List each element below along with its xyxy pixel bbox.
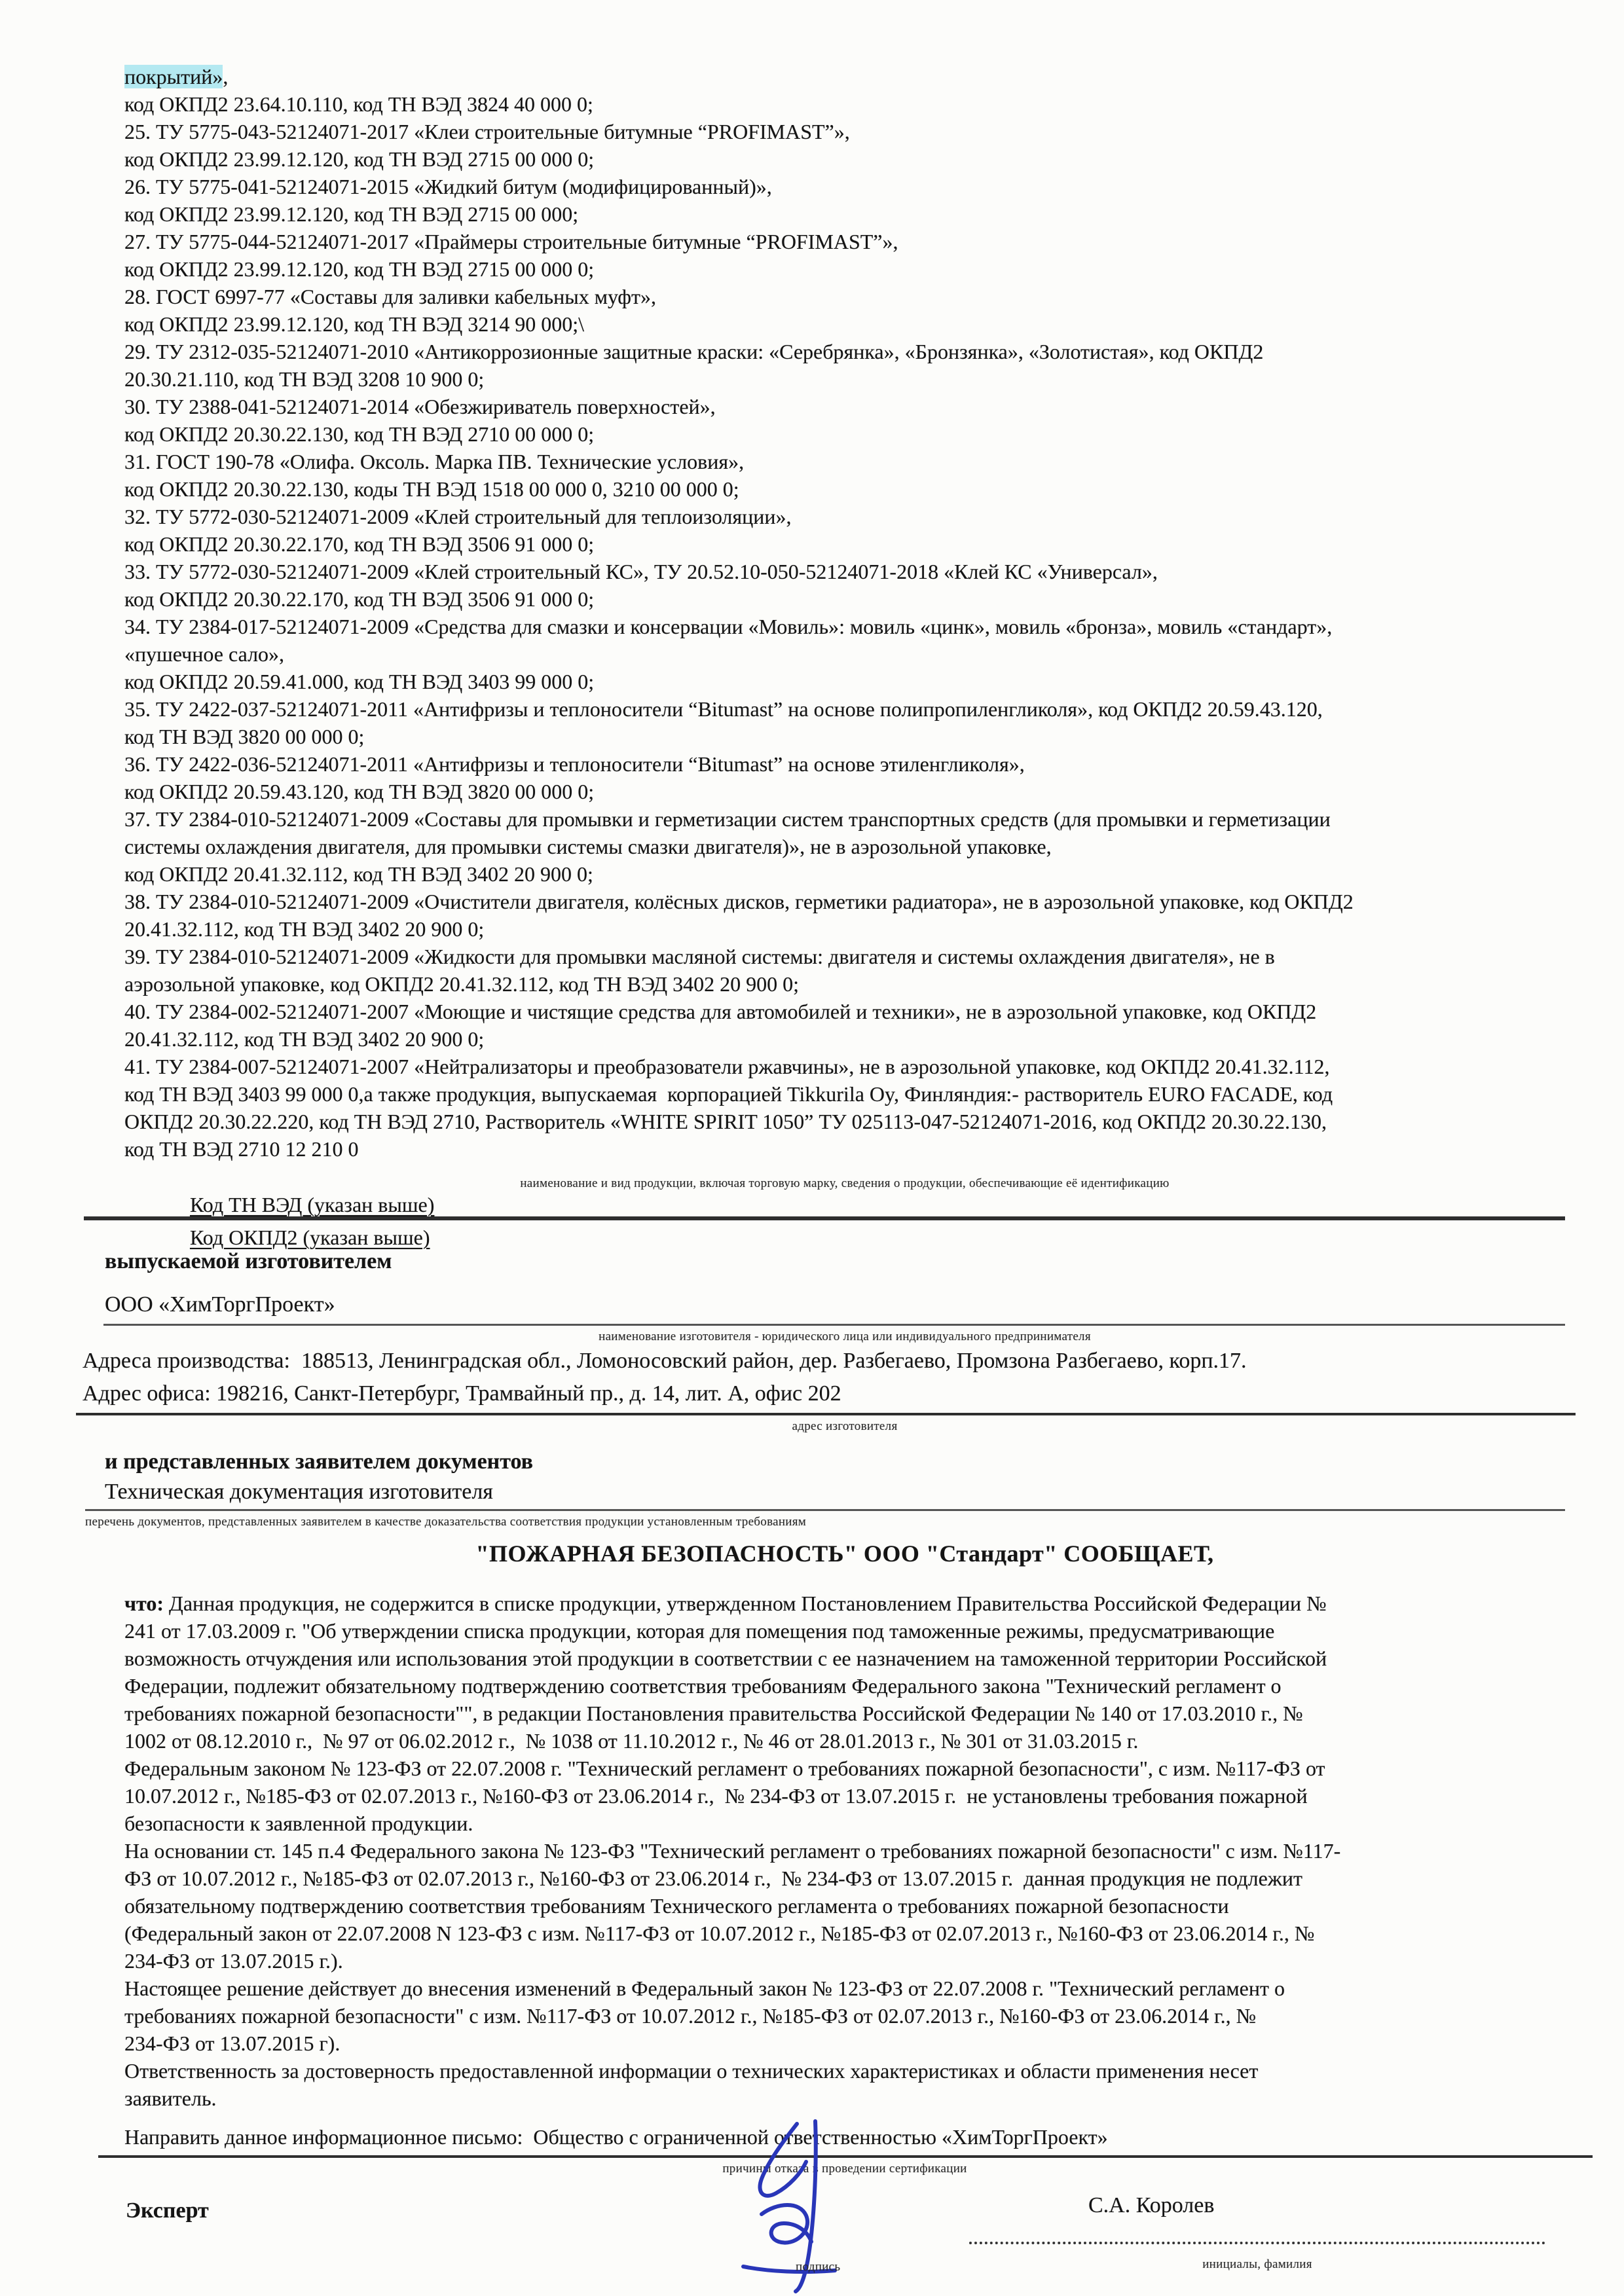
body-line: На основании ст. 145 п.4 Федерального закона № 123-ФЗ "Технический регламент о требованиях пожарной безопасности" с изм. №117- (124, 1839, 1341, 1863)
address-office: Адрес офиса: 198216, Санкт-Петербург, Трамвайный пр., д. 14, лит. А, офис 202 (83, 1381, 841, 1406)
docs-label: и представленных заявителем документов (105, 1449, 534, 1474)
body-line: Ответственность за достоверность предоставленной информации о технических характеристиках и области применения несет (124, 2059, 1259, 2083)
product-line: 28. ГОСТ 6997-77 «Составы для заливки кабельных муфт», (124, 285, 656, 308)
divider-address (76, 1413, 1576, 1415)
product-line: 25. ТУ 5775-043-52124071-2017 «Клеи строительные битумные “PROFIMAST”», (124, 120, 850, 143)
product-line: 30. ТУ 2388-041-52124071-2014 «Обезжириватель поверхностей», (124, 395, 716, 418)
caption-docs: перечень документов, представленных заявителем в качестве доказательства соответствия продукции установленным требованиям (85, 1515, 807, 1529)
field-okpd2: Код ОКПД2 (указан выше) (190, 1226, 430, 1249)
product-line: код ОКПД2 23.64.10.110, код ТН ВЭД 3824 40 000 0; (124, 92, 593, 116)
product-line: системы охлаждения двигателя, для промывки системы смазки двигателя)», не в аэрозольной упаковке, (124, 835, 1052, 858)
body-line: 234-ФЗ от 13.07.2015 г). (124, 2032, 341, 2055)
statement-heading: "ПОЖАРНАЯ БЕЗОПАСНОСТЬ" ООО "Стандарт" СООБЩАЕТ, (475, 1540, 1214, 1567)
product-line: «пушечное сало», (124, 642, 285, 666)
product-line: код ОКПД2 23.99.12.120, код ТН ВЭД 2715 00 000; (124, 202, 579, 226)
body-line: обязательному подтверждению соответствия требованиям Технического регламента о требованиях пожарной безопасности (124, 1894, 1229, 1918)
send-letter-line: Направить данное информационное письмо: Общество с ограниченной ответственностью «ХимТоргПроект» (124, 2125, 1108, 2149)
product-line: 34. ТУ 2384-017-52124071-2009 «Средства для смазки и консервации «Мовиль»: мовиль «цинк», мовиль «бронза», мовиль «стандарт», (124, 615, 1333, 638)
product-line: код ОКПД2 20.30.22.170, код ТН ВЭД 3506 91 000 0; (124, 532, 595, 556)
caption-manufacturer: наименование изготовителя - юридического лица или индивидуального предпринимателя (599, 1330, 1091, 1343)
product-line: 20.41.32.112, код ТН ВЭД 3402 20 900 0; (124, 917, 485, 941)
product-line: аэрозольной упаковке, код ОКПД2 20.41.32.112, код ТН ВЭД 3402 20 900 0; (124, 972, 800, 996)
address-production: Адреса производства: 188513, Ленинградская обл., Ломоносовский район, дер. Разбегаево, Промзона Разбегаево, корп.17. (83, 1349, 1247, 1373)
caption-address: адрес изготовителя (792, 1419, 898, 1433)
product-line-first (124, 63, 1354, 90)
highlighted-word: покрытий» (124, 65, 223, 88)
product-line: код ОКПД2 23.99.12.120, код ТН ВЭД 2715 00 000 0; (124, 257, 595, 281)
caption-reason: причины отказа в проведении сертификации (722, 2162, 967, 2176)
body-line: безопасности к заявленной продукции. (124, 1812, 473, 1835)
product-line: 41. ТУ 2384-007-52124071-2007 «Нейтрализаторы и преобразователи ржавчины», не в аэрозольной упаковке, код ОКПД2 20.41.32.112, (124, 1055, 1330, 1078)
divider-manufacturer (103, 1324, 1565, 1326)
product-line: 37. ТУ 2384-010-52124071-2009 «Составы для промывки и герметизации систем транспортных средств (для промывки и герметизации (124, 807, 1331, 831)
product-line: 32. ТУ 5772-030-52124071-2009 «Клей строительный для теплоизоляции», (124, 505, 792, 528)
product-line: код ТН ВЭД 2710 12 210 0 (124, 1137, 359, 1161)
product-line: 20.30.21.110, код ТН ВЭД 3208 10 900 0; (124, 367, 485, 391)
product-line: 38. ТУ 2384-010-52124071-2009 «Очистители двигателя, колёсных дисков, герметики радиатора», не в аэрозольной упаковке, код ОКПД2 (124, 890, 1354, 913)
caption-signature: подпись (796, 2260, 841, 2274)
product-line: 31. ГОСТ 190-78 «Олифа. Оксоль. Марка ПВ. Технические условия», (124, 450, 745, 473)
product-line: код ОКПД2 23.99.12.120, код ТН ВЭД 2715 00 000 0; (124, 147, 595, 171)
body-line: ФЗ от 10.07.2012 г., №185-ФЗ от 02.07.2013 г., №160-ФЗ от 23.06.2014 г., № 234-ФЗ от 13.07.2015 г. данная продукция не подлежит (124, 1867, 1302, 1890)
product-line: 33. ТУ 5772-030-52124071-2009 «Клей строительный КС», ТУ 20.52.10-050-52124071-2018 «Клей КС «Универсал», (124, 560, 1158, 583)
product-line: код ОКПД2 20.59.43.120, код ТН ВЭД 3820 00 000 0; (124, 780, 595, 803)
product-line: код ТН ВЭД 3820 00 000 0; (124, 725, 365, 748)
product-line: 27. ТУ 5775-044-52124071-2017 «Праймеры строительные битумные “PROFIMAST”», (124, 230, 898, 253)
manufacturer-name: ООО «ХимТоргПроект» (105, 1292, 335, 1317)
expert-name: С.А. Королев (1088, 2193, 1215, 2217)
body-first-rest: Данная продукция, не содержится в списке продукции, утвержденном Постановлением Правительства Российской Федерации № (164, 1592, 1327, 1615)
body-line: заявитель. (124, 2086, 217, 2110)
body-line: Федеральным законом № 123-ФЗ от 22.07.2008 г. "Технический регламент о требованиях пожарной безопасности", с изм. №117-ФЗ от (124, 1757, 1325, 1780)
divider-docs (85, 1509, 1565, 1511)
field-tnved: Код ТН ВЭД (указан выше) (190, 1193, 435, 1216)
product-line-first-tail: , (223, 65, 229, 88)
body-line: (Федеральный закон от 22.07.2008 N 123-ФЗ с изм. №117-ФЗ от 10.07.2012 г., №185-ФЗ от 02.07.2013 г., №160-ФЗ от 23.06.2014 г., № (124, 1922, 1315, 1945)
product-line: код ОКПД2 20.30.22.130, код ТН ВЭД 2710 00 000 0; (124, 422, 595, 446)
body-line: 10.07.2012 г., №185-ФЗ от 02.07.2013 г., №160-ФЗ от 23.06.2014 г., № 234-ФЗ от 13.07.2015 г. не установлены требования пожарной (124, 1784, 1308, 1808)
body-lines (124, 1617, 1340, 2112)
docs-value: Техническая документация изготовителя (105, 1480, 493, 1504)
product-line: код ОКПД2 20.30.22.170, код ТН ВЭД 3506 91 000 0; (124, 587, 595, 611)
product-line: ОКПД2 20.30.22.220, код ТН ВЭД 2710, Растворитель «WHITE SPIRIT 1050” ТУ 025113-047-52124071-2016, код ОКПД2 20.30.22.130, (124, 1110, 1327, 1133)
body-intro-bold: что: (124, 1592, 164, 1615)
body-line: Настоящее решение действует до внесения изменений в Федеральный закон № 123-ФЗ от 22.07.2008 г. "Технический регламент о (124, 1977, 1285, 2000)
body-line: возможность отчуждения или использования этой продукции в соответствии с ее назначением на таможенной территории Российской (124, 1647, 1327, 1670)
issued-by-label: выпускаемой изготовителем (105, 1249, 392, 1273)
body-line: требованиях пожарной безопасности" с изм. №117-ФЗ от 10.07.2012 г., №185-ФЗ от 02.07.2013 г., №160-ФЗ от 23.06.2014 г., № (124, 2004, 1257, 2028)
product-line: 39. ТУ 2384-010-52124071-2009 «Жидкости для промывки масляной системы: двигателя и системы охлаждения двигателя», не в (124, 945, 1275, 968)
product-lines (124, 90, 1354, 1163)
product-line: код ТН ВЭД 3403 99 000 0,а также продукция, выпускаемая корпорацией Tikkurila Oy, Финляндия:- растворитель EURO FACADE, код (124, 1082, 1333, 1106)
product-line: 20.41.32.112, код ТН ВЭД 3402 20 900 0; (124, 1027, 485, 1051)
body-line: 1002 от 08.12.2010 г., № 97 от 06.02.2012 г., № 1038 от 11.10.2012 г., № 46 от 28.01.2013 г., № 301 от 31.03.2015 г. (124, 1729, 1139, 1753)
body-line: Федерации, подлежит обязательному подтверждению соответствия требованиям Федерального закона "Технический регламент о (124, 1674, 1282, 1698)
divider-thick (84, 1216, 1565, 1220)
caption-product-field: наименование и вид продукции, включая торговую марку, сведения о продукции, обеспечивающие её идентификацию (520, 1176, 1170, 1190)
body-line: 241 от 17.03.2009 г. "Об утверждении списка продукции, которая для помещения под таможенные режимы, предусматривающие (124, 1619, 1275, 1643)
caption-name: инициалы, фамилия (1202, 2257, 1312, 2271)
product-line: код ОКПД2 20.30.22.130, коды ТН ВЭД 1518 00 000 0, 3210 00 000 0; (124, 477, 739, 501)
product-line: код ОКПД2 20.59.41.000, код ТН ВЭД 3403 99 000 0; (124, 670, 595, 693)
product-line: 26. ТУ 5775-041-52124071-2015 «Жидкий битум (модифицированный)», (124, 175, 772, 198)
product-line: 40. ТУ 2384-002-52124071-2007 «Моющие и чистящие средства для автомобилей и техники», не в аэрозольной упаковке, код ОКПД2 (124, 1000, 1317, 1023)
product-line: код ОКПД2 20.41.32.112, код ТН ВЭД 3402 20 900 0; (124, 862, 593, 886)
expert-label: Эксперт (126, 2198, 209, 2223)
product-line: 36. ТУ 2422-036-52124071-2011 «Антифризы и теплоносители “Bitumast” на основе этиленгликоля», (124, 752, 1025, 776)
product-list (124, 63, 1354, 1163)
body-line: требованиях пожарной безопасности"", в редакции Постановления правительства Российской Федерации № 140 от 17.03.2010 г., № (124, 1702, 1303, 1725)
statement-body (124, 1590, 1340, 2112)
product-line: код ОКПД2 23.99.12.120, код ТН ВЭД 3214 90 000;\ (124, 312, 584, 336)
divider-name-dotted (969, 2218, 1545, 2244)
body-line-first (124, 1590, 1340, 1617)
product-line: 29. ТУ 2312-035-52124071-2010 «Антикоррозионные защитные краски: «Серебрянка», «Бронзянка», «Золотистая», код ОКПД2 (124, 340, 1264, 363)
body-line: 234-ФЗ от 13.07.2015 г.). (124, 1949, 343, 1973)
product-line: 35. ТУ 2422-037-52124071-2011 «Антифризы и теплоносители “Bitumast” на основе полипропиленгликоля», код ОКПД2 20.59.43.120, (124, 697, 1323, 721)
